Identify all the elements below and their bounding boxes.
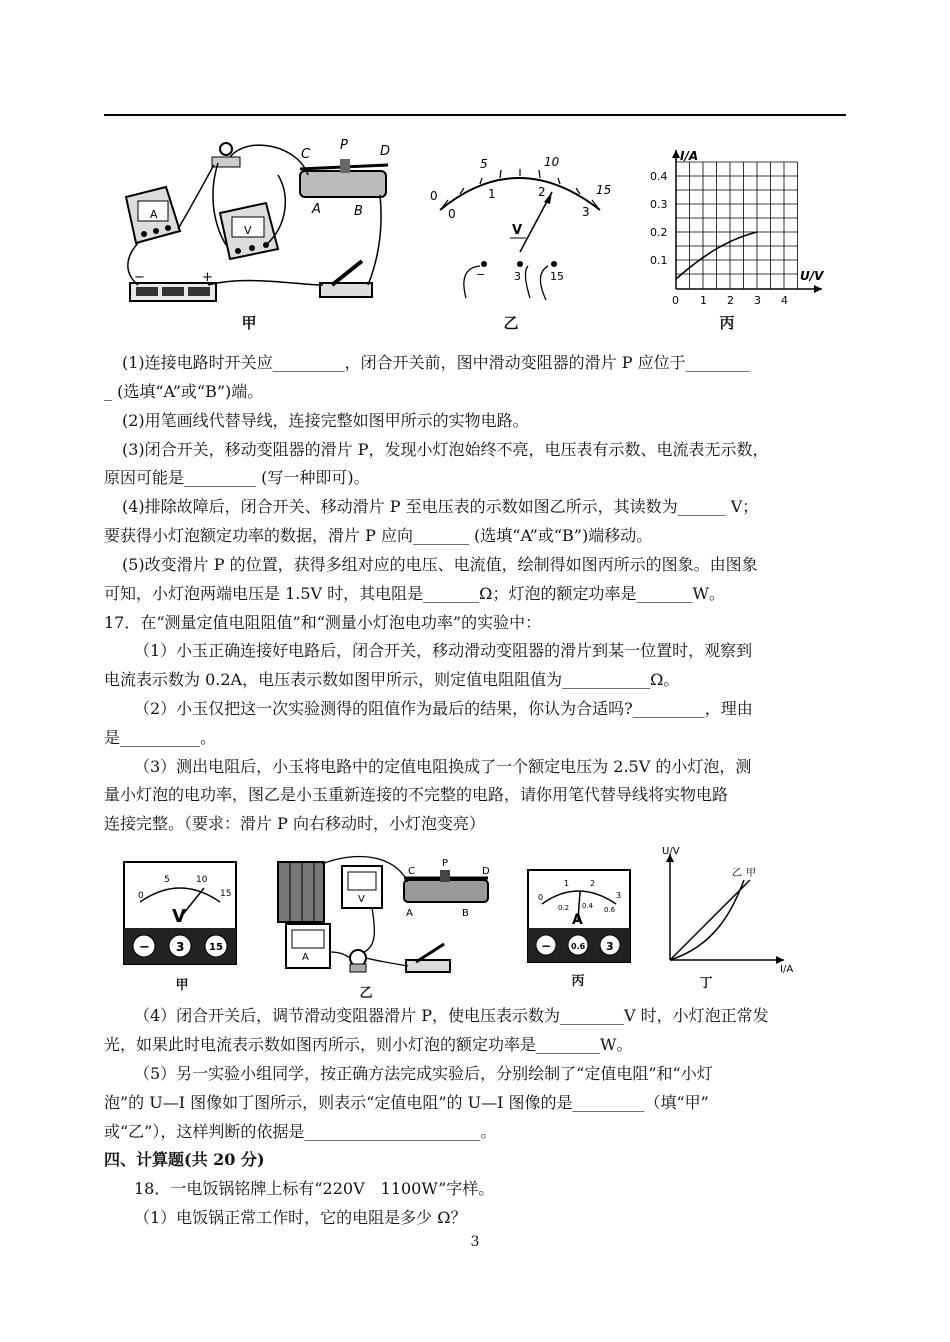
voltmeter-icon [342,866,382,908]
q16-3-line1: (3)闭合开关，移动变阻器的滑片 P，发现小灯泡始终不亮，电压表有示数、电流表无示数， [122,440,769,459]
mid-bing-terminal-3: 3 [606,940,614,953]
q17-2-line2: 是__________。 [104,728,217,747]
mid-bing-scale-1: 1 [564,879,570,888]
mid-bing-scale-2: 2 [590,879,596,888]
terminal-3: 3 [514,270,521,283]
figure-mid-ding-caption: 丁 [699,976,713,991]
dial-label-bottom-3: 3 [582,205,590,219]
ding-line-jia [670,880,750,960]
q17-4-line2: 光，如果此时电流表示数如图丙所示，则小灯泡的额定功率是________W。 [104,1035,633,1054]
switch-icon [320,261,372,297]
mid-bing-terminal-0.6: 0.6 [571,942,586,951]
graph-ytick-0.3: 0.3 [650,198,668,211]
graph-xtick-3: 3 [754,294,761,307]
graph-xtick-2: 2 [727,294,734,307]
mid-bing-scale-small-0.6: 0.6 [604,906,616,914]
dial-label-top-10: 10 [544,155,560,169]
graph-grid [676,162,798,289]
mid-jia-scale-10: 10 [196,875,208,885]
q17-5-line1: （5）另一实验小组同学，按正确方法完成实验后，分别绘制了“定值电阻”和“小灯 [134,1064,713,1083]
voltmeter-letter: V [244,224,252,237]
q17-1-line2: 电流表示数为 0.2A，电压表示数如图甲所示，则定值电阻阻值为___________Ω。 [104,670,680,689]
q17-3-line2: 量小灯泡的电功率，图乙是小玉重新连接的不完整的电路，请你用笔代替导线将实物电路 [104,785,729,804]
ding-label-yi: 乙 [732,868,742,879]
q16-5-line2: 可知，小灯泡两端电压是 1.5V 时，其电阻是_______Ω；灯泡的额定功率是_______W。 [104,584,725,603]
figure-jia-caption: 甲 [241,314,257,332]
ding-label-jia: 甲 [746,868,756,879]
figure-mid-yi-caption: 乙 [359,986,373,1001]
terminal-15: 15 [550,270,564,283]
q16-1-line1: (1)连接电路时开关应_________，闭合开关前，图中滑动变阻器的滑片 P 应位于________ [122,353,750,372]
graph-ylabel: I/A [680,149,699,163]
battery-minus-label: − [134,270,145,285]
mid-jia-terminal-3: 3 [176,940,185,954]
ding-xlabel: I/A [780,964,794,975]
mid-jia-terminal-minus: − [139,940,150,955]
header-rule [104,114,846,116]
figure-mid-ding-ui-graph [654,842,804,975]
rheostat-label-a: A [312,202,321,217]
q17-3-line1: （3）测出电阻后，小玉将电路中的定值电阻换成了一个额定电压为 2.5V 的小灯泡，测 [134,757,752,776]
q16-3-line2: 原因可能是_________ (写一种即可)。 [104,468,370,487]
battery-icon [278,862,324,922]
q16-4-line1: (4)排除故障后，闭合开关、移动滑片 P 至电压表的示数如图乙所示，其读数为______ V； [122,497,759,516]
dial-label-top-5: 5 [480,157,488,171]
bulb-icon [212,143,240,167]
q16-5-line1: (5)改变滑片 P 的位置，获得多组对应的电压、电流值，绘制得如图丙所示的图象。由图象 [122,555,758,574]
q17-5-line2: 泡”的 U—I 图像如丁图所示，则表示“定值电阻”的 U—I 图像的是_________（填“甲” [104,1093,709,1112]
mid-bing-letter: A [572,912,583,928]
battery-plus-label: + [202,270,213,285]
rheostat-label-p: P [340,138,348,153]
rheostat-label-d: D [380,144,391,159]
figure-mid-bing-ammeter [526,868,632,966]
figure-mid-jia-voltmeter [122,860,240,970]
bulb-icon [350,950,366,972]
graph-xlabel: U/V [800,269,824,283]
ammeter-icon [286,924,330,968]
mid-bing-scale-0: 0 [538,893,544,902]
figure-bing-iu-graph [650,148,830,308]
ammeter-letter: A [150,208,158,221]
q17-5-line3: 或“乙”），这样判断的依据是______________________。 [104,1122,497,1141]
mid-jia-letter: V [172,906,186,927]
mid-bing-scale-small-0.2: 0.2 [558,904,570,912]
q17-2-line1: （2）小玉仅把这一次实验测得的阻值作为最后的结果，你认为合适吗?_________，理由 [134,699,753,718]
graph-xtick-0: 0 [672,294,679,307]
q17-1-line1: （1）小玉正确连接好电路后，闭合开关，移动滑动变阻器的滑片到某一位置时，观察到 [134,641,753,660]
mid-bing-scale-3: 3 [616,891,622,900]
dial-label-bottom-2: 2 [538,185,546,199]
mid-rheostat-b: B [462,908,469,919]
dial-label-bottom-1: 1 [488,187,496,201]
figure-yi-voltmeter-dial [418,148,620,308]
q18-title: 18．一电饭锅铭牌上标有“220V 1100W”字样。 [134,1179,495,1198]
rheostat-icon [300,159,388,197]
q18-1: （1）电饭锅正常工作时，它的电阻是多少 Ω？ [134,1208,467,1227]
figure-mid-bing-caption: 丙 [571,974,585,989]
svg-text:V: V [358,894,365,905]
q17-title: 17．在“测量定值电阻阻值”和“测量小灯泡电功率”的实验中： [104,613,542,632]
mid-rheostat-d: D [482,866,490,877]
figure-mid-jia-caption: 甲 [175,978,189,993]
dial-meter-letter: V [512,223,523,238]
q16-4-line2: 要获得小灯泡额定功率的数据，滑片 P 应向_______ (选填“A”或“B”)端移动。 [104,526,653,545]
figure-mid-yi-circuit [272,852,494,982]
mid-jia-terminal-15: 15 [209,942,223,953]
mid-bing-terminal-minus: − [541,939,552,953]
dial-ticks [442,169,598,208]
mid-bing-scale-small-0.4: 0.4 [582,902,594,910]
svg-text:A: A [302,952,309,963]
rheostat-label-c: C [301,147,311,162]
q16-1-line2: _ (选填“A”或“B”)端。 [104,382,264,401]
dial-label-top-15: 15 [596,183,612,197]
ding-ylabel: U/V [662,846,680,857]
page-number: 3 [470,1234,480,1250]
figure-bing-caption: 丙 [719,314,735,332]
switch-icon [406,944,450,972]
rheostat-icon [404,870,488,902]
dial-label-bottom-0: 0 [448,207,456,221]
rheostat-label-b: B [354,204,363,219]
q17-4-line1: （4）闭合开关后，调节滑动变阻器滑片 P，使电压表示数为________V 时，小灯泡正常发 [134,1006,769,1025]
dial-label-top-0: 0 [430,189,438,203]
mid-rheostat-c: C [408,866,415,877]
graph-xtick-4: 4 [781,294,788,307]
mid-rheostat-p: P [442,858,449,869]
battery-pack-icon [130,283,216,301]
terminal-minus: − [476,268,486,281]
graph-ytick-0.4: 0.4 [650,170,668,183]
figure-yi-caption: 乙 [503,314,519,332]
mid-jia-scale-0: 0 [138,891,144,901]
mid-rheostat-a: A [406,908,413,919]
mid-jia-scale-5: 5 [164,875,170,885]
mid-jia-scale-15: 15 [220,889,232,899]
section-four-heading: 四、计算题(共 20 分) [104,1150,265,1169]
q17-3-line3: 连接完整。（要求：滑片 P 向右移动时，小灯泡变亮） [104,814,485,833]
graph-ytick-0.1: 0.1 [650,254,668,267]
q16-2: (2)用笔画线代替导线，连接完整如图甲所示的实物电路。 [122,411,529,430]
figure-jia-circuit [118,135,391,310]
graph-xtick-1: 1 [700,294,707,307]
graph-ytick-0.2: 0.2 [650,226,668,239]
